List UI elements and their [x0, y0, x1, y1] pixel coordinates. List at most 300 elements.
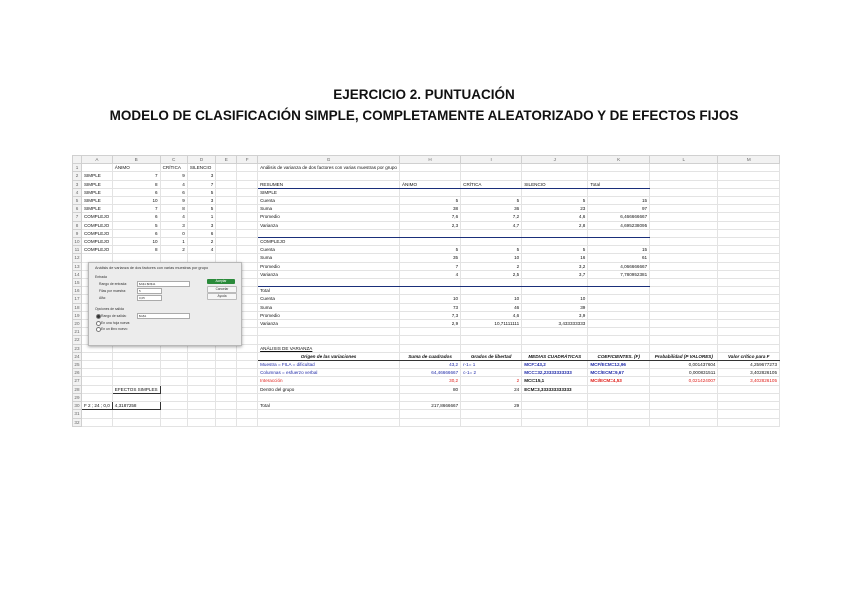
cell[interactable] [237, 197, 258, 205]
cell[interactable] [588, 402, 650, 410]
cell[interactable]: 7 [187, 180, 216, 188]
row-header[interactable]: 26 [74, 370, 80, 376]
cell[interactable] [237, 238, 258, 246]
cell[interactable]: 3,433333333 [522, 320, 588, 328]
cell[interactable] [399, 393, 460, 401]
row-header[interactable]: 10 [74, 239, 80, 245]
cell[interactable] [650, 410, 718, 418]
cell[interactable]: Análisis de varianza de dos factores con varias muestras por grupo [258, 164, 400, 172]
cell[interactable] [650, 164, 718, 172]
cell[interactable] [718, 172, 780, 180]
cell[interactable] [237, 188, 258, 196]
row-header[interactable]: 22 [74, 337, 80, 343]
cell[interactable]: 35 [399, 254, 460, 262]
cell[interactable] [237, 402, 258, 410]
cell[interactable] [187, 418, 216, 426]
cell[interactable]: r-1= 1 [461, 361, 522, 369]
cell[interactable] [522, 279, 588, 287]
cell[interactable]: EFECTOS SIMPLES [112, 385, 160, 393]
cell[interactable] [216, 385, 237, 393]
row-header[interactable]: 4 [73, 188, 82, 196]
column-header[interactable]: F [237, 156, 258, 164]
cell[interactable]: MCF/ECM=12,96 [588, 361, 650, 369]
cell[interactable] [216, 393, 237, 401]
cell[interactable] [650, 344, 718, 352]
cell[interactable] [718, 287, 780, 295]
cell[interactable] [112, 393, 160, 401]
cell[interactable] [588, 320, 650, 328]
cell[interactable]: Suma [258, 303, 400, 311]
cell[interactable] [216, 213, 237, 221]
cell[interactable] [216, 172, 237, 180]
cell[interactable]: Suma de cuadrados [399, 352, 460, 360]
cell[interactable] [81, 164, 112, 172]
cell[interactable] [522, 328, 588, 336]
cell[interactable] [650, 320, 718, 328]
cell[interactable] [650, 262, 718, 270]
cell[interactable] [237, 164, 258, 172]
cell[interactable]: 4 [160, 213, 187, 221]
cell[interactable] [522, 344, 588, 352]
cell[interactable] [258, 393, 400, 401]
cell[interactable]: 10 [461, 254, 522, 262]
cell[interactable]: 2 [187, 238, 216, 246]
cell[interactable] [112, 254, 160, 262]
cell[interactable]: SIMPLE [258, 188, 400, 196]
cell[interactable] [216, 180, 237, 188]
cell[interactable] [187, 377, 216, 385]
cell[interactable]: Suma [258, 254, 400, 262]
cancel-button[interactable]: Cancelar [207, 286, 237, 293]
cell[interactable] [522, 418, 588, 426]
cell[interactable] [216, 254, 237, 262]
cell[interactable] [588, 164, 650, 172]
cell[interactable] [718, 254, 780, 262]
cell[interactable] [650, 180, 718, 188]
cell[interactable]: MEDIAS CUADRÁTICAS [522, 352, 588, 360]
cell[interactable] [718, 270, 780, 278]
cell[interactable]: 4,6 [522, 213, 588, 221]
cell[interactable]: 24 [461, 385, 522, 393]
cell[interactable] [650, 213, 718, 221]
cell[interactable]: 3,9 [522, 311, 588, 319]
cell[interactable]: 6 [112, 188, 160, 196]
cell[interactable] [160, 402, 187, 410]
cell[interactable] [112, 410, 160, 418]
cell[interactable]: ÁNIMO [112, 164, 160, 172]
cell[interactable]: COMPLEJO [81, 221, 112, 229]
cell[interactable]: COMPLEJO [81, 246, 112, 254]
cell[interactable]: 8 [112, 180, 160, 188]
cell[interactable] [718, 336, 780, 344]
cell[interactable] [650, 418, 718, 426]
cell[interactable] [461, 287, 522, 295]
cell[interactable]: 0,000831511 [650, 369, 718, 377]
cell[interactable] [522, 410, 588, 418]
cell[interactable]: 5 [399, 197, 460, 205]
cell[interactable]: SILENCIO [522, 180, 588, 188]
cell[interactable] [187, 385, 216, 393]
cell[interactable]: 6 [112, 213, 160, 221]
cell[interactable] [588, 229, 650, 237]
cell[interactable] [216, 418, 237, 426]
row-header[interactable]: 17 [74, 296, 80, 302]
cell[interactable] [399, 229, 460, 237]
cell[interactable]: 5 [187, 188, 216, 196]
cell[interactable] [461, 164, 522, 172]
cell[interactable] [588, 410, 650, 418]
row-header[interactable]: 24 [74, 353, 80, 359]
cell[interactable]: 39 [522, 303, 588, 311]
cell[interactable] [650, 205, 718, 213]
cell[interactable] [650, 328, 718, 336]
cell[interactable]: 7,6 [399, 213, 460, 221]
cell[interactable] [237, 213, 258, 221]
cell[interactable]: 4,6 [461, 311, 522, 319]
cell[interactable]: SIMPLE [81, 197, 112, 205]
cell[interactable]: 3 [160, 221, 187, 229]
row-header[interactable]: 18 [74, 304, 80, 310]
cell[interactable] [718, 197, 780, 205]
row-header[interactable]: 32 [74, 419, 80, 425]
cell[interactable]: Promedio [258, 213, 400, 221]
cell[interactable] [237, 393, 258, 401]
cell[interactable]: 0,001437604 [650, 361, 718, 369]
cell[interactable] [588, 311, 650, 319]
cell[interactable] [399, 287, 460, 295]
cell[interactable] [650, 270, 718, 278]
cell[interactable] [650, 393, 718, 401]
cell[interactable] [650, 336, 718, 344]
cell[interactable] [237, 377, 258, 385]
cell[interactable]: Dentro del grupo [258, 385, 400, 393]
cell[interactable] [399, 164, 460, 172]
cell[interactable]: SIMPLE [81, 172, 112, 180]
cell[interactable]: Total [258, 402, 400, 410]
cell[interactable] [461, 336, 522, 344]
cell[interactable]: 2,3 [399, 221, 460, 229]
cell[interactable] [461, 188, 522, 196]
cell[interactable] [718, 295, 780, 303]
cell[interactable]: 64,46666667 [399, 369, 460, 377]
cell[interactable]: Total [258, 287, 400, 295]
cell[interactable] [216, 369, 237, 377]
cell[interactable] [237, 410, 258, 418]
cell[interactable] [258, 336, 400, 344]
cell[interactable]: 10 [461, 295, 522, 303]
row-header[interactable]: 6 [73, 205, 82, 213]
row-header[interactable]: 15 [74, 280, 80, 286]
cell[interactable]: MCC=32,23333333333 [522, 369, 588, 377]
cell[interactable] [112, 418, 160, 426]
cell[interactable] [718, 164, 780, 172]
cell[interactable] [216, 164, 237, 172]
cell[interactable]: Cuenta [258, 295, 400, 303]
cell[interactable] [258, 279, 400, 287]
cell[interactable] [718, 410, 780, 418]
row-header[interactable]: 5 [73, 197, 82, 205]
cell[interactable] [718, 328, 780, 336]
cell[interactable] [160, 393, 187, 401]
cell[interactable] [588, 295, 650, 303]
cell[interactable] [81, 369, 112, 377]
cell[interactable] [718, 238, 780, 246]
cell[interactable] [187, 410, 216, 418]
cell[interactable]: 10 [112, 238, 160, 246]
cell[interactable] [718, 213, 780, 221]
cell[interactable] [650, 287, 718, 295]
row-header[interactable]: 21 [74, 329, 80, 335]
cell[interactable]: 4,066666667 [588, 262, 650, 270]
cell[interactable]: 15 [588, 197, 650, 205]
row-header[interactable]: 2 [73, 172, 82, 180]
cell[interactable]: 2 [461, 377, 522, 385]
column-header[interactable]: G [258, 156, 400, 164]
cell[interactable]: Valor crítico para F [718, 352, 780, 360]
cell[interactable] [718, 303, 780, 311]
cell[interactable] [588, 393, 650, 401]
cell[interactable] [160, 352, 187, 360]
cell[interactable] [237, 229, 258, 237]
cell[interactable] [187, 361, 216, 369]
cell[interactable]: 2,9 [399, 320, 460, 328]
cell[interactable]: 5 [461, 197, 522, 205]
cell[interactable] [216, 410, 237, 418]
column-header[interactable]: H [399, 156, 460, 164]
cell[interactable] [216, 246, 237, 254]
cell[interactable] [718, 205, 780, 213]
cell[interactable]: 73 [399, 303, 460, 311]
cell[interactable] [522, 287, 588, 295]
cell[interactable] [718, 393, 780, 401]
cell[interactable]: 43,2 [399, 361, 460, 369]
cell[interactable] [650, 188, 718, 196]
cell[interactable] [718, 262, 780, 270]
cell[interactable]: 6 [112, 229, 160, 237]
cell[interactable] [81, 377, 112, 385]
cell[interactable]: 97 [588, 205, 650, 213]
cell[interactable] [461, 418, 522, 426]
cell[interactable] [160, 410, 187, 418]
row-header[interactable]: 1 [73, 164, 82, 172]
cell[interactable] [522, 172, 588, 180]
cell[interactable]: 217,8666667 [399, 402, 460, 410]
cell[interactable] [588, 188, 650, 196]
cell[interactable]: Grados de libertad [461, 352, 522, 360]
column-header[interactable]: K [588, 156, 650, 164]
cell[interactable] [160, 377, 187, 385]
cell[interactable]: 7,2 [461, 213, 522, 221]
cell[interactable]: Suma [258, 205, 400, 213]
cell[interactable] [650, 254, 718, 262]
cell[interactable] [237, 385, 258, 393]
cell[interactable] [650, 172, 718, 180]
cell[interactable]: CRÍTICA [160, 164, 187, 172]
cell[interactable] [237, 172, 258, 180]
cell[interactable]: 10,71111111 [461, 320, 522, 328]
row-header[interactable]: 8 [73, 221, 82, 229]
column-header[interactable]: E [216, 156, 237, 164]
cell[interactable] [522, 402, 588, 410]
cell[interactable]: 7,780952381 [588, 270, 650, 278]
cell[interactable] [399, 238, 460, 246]
row-header[interactable]: 27 [74, 378, 80, 384]
cell[interactable] [216, 377, 237, 385]
cell[interactable] [522, 393, 588, 401]
cell[interactable]: 61 [588, 254, 650, 262]
cell[interactable] [187, 254, 216, 262]
cell[interactable]: 9 [160, 197, 187, 205]
cell[interactable] [81, 361, 112, 369]
cell[interactable] [216, 361, 237, 369]
cell[interactable]: COMPLEJO [81, 229, 112, 237]
cell[interactable] [718, 180, 780, 188]
cell[interactable]: 5 [187, 205, 216, 213]
row-header[interactable]: 30 [74, 403, 80, 409]
cell[interactable] [650, 246, 718, 254]
cell[interactable]: Cuenta [258, 197, 400, 205]
cell[interactable]: 4,7 [461, 221, 522, 229]
cell[interactable] [112, 369, 160, 377]
cell[interactable] [461, 328, 522, 336]
cell[interactable] [718, 279, 780, 287]
cell[interactable]: 4,259677273 [718, 361, 780, 369]
cell[interactable]: 2 [461, 262, 522, 270]
column-header[interactable]: L [650, 156, 718, 164]
cell[interactable]: c-1= 2 [461, 369, 522, 377]
cell[interactable]: Varianza [258, 270, 400, 278]
cell[interactable] [461, 410, 522, 418]
cell[interactable]: 3 [187, 221, 216, 229]
cell[interactable] [588, 344, 650, 352]
cell[interactable] [650, 402, 718, 410]
row-header[interactable]: 28 [74, 386, 80, 392]
cell[interactable] [216, 238, 237, 246]
cell[interactable] [588, 385, 650, 393]
cell[interactable] [112, 361, 160, 369]
cell[interactable]: 3 [187, 197, 216, 205]
cell[interactable]: 2,8 [522, 221, 588, 229]
cell[interactable]: RESUMEN [258, 180, 400, 188]
cell[interactable]: 0,021424007 [650, 377, 718, 385]
cell[interactable]: 15 [588, 246, 650, 254]
cell[interactable] [718, 311, 780, 319]
cell[interactable] [650, 197, 718, 205]
cell[interactable] [216, 229, 237, 237]
cell[interactable]: 7 [112, 172, 160, 180]
cell[interactable] [650, 238, 718, 246]
cell[interactable]: 8 [160, 205, 187, 213]
row-header[interactable]: 13 [74, 263, 80, 269]
cell[interactable]: Total [588, 180, 650, 188]
cell[interactable] [522, 336, 588, 344]
output-range-field[interactable]: $G$1 [137, 313, 190, 319]
cell[interactable] [237, 352, 258, 360]
cell[interactable] [399, 279, 460, 287]
cell[interactable] [160, 385, 187, 393]
cell[interactable]: COEFICIENTES. (F) [588, 352, 650, 360]
row-header[interactable]: 23 [74, 345, 80, 351]
cell[interactable] [258, 172, 400, 180]
alpha-field[interactable]: 0,05 [137, 295, 162, 301]
cell[interactable]: COMPLEJO [81, 213, 112, 221]
cell[interactable] [718, 402, 780, 410]
cell[interactable] [81, 254, 112, 262]
cell[interactable] [650, 311, 718, 319]
cell[interactable] [399, 344, 460, 352]
cell[interactable]: 4 [399, 270, 460, 278]
cell[interactable]: 5 [522, 246, 588, 254]
cell[interactable]: 6 [160, 188, 187, 196]
cell[interactable] [588, 418, 650, 426]
column-header[interactable]: C [160, 156, 187, 164]
cell[interactable] [258, 410, 400, 418]
cell[interactable]: SILENCIO [187, 164, 216, 172]
cell[interactable]: 3,2 [522, 262, 588, 270]
cell[interactable]: 38 [399, 205, 460, 213]
cell[interactable] [237, 246, 258, 254]
cell[interactable] [187, 402, 216, 410]
cell[interactable] [81, 393, 112, 401]
cell[interactable] [718, 320, 780, 328]
cell[interactable]: 3,7 [522, 270, 588, 278]
cell[interactable]: Probabilidad (P VALORES) [650, 352, 718, 360]
cell[interactable] [237, 180, 258, 188]
column-header[interactable]: B [112, 156, 160, 164]
cell[interactable]: 4 [187, 246, 216, 254]
cell[interactable] [718, 221, 780, 229]
cell[interactable]: 30,2 [399, 377, 460, 385]
input-range-field[interactable]: $A$1:$D$11 [137, 281, 190, 287]
cell[interactable] [650, 295, 718, 303]
cell[interactable] [112, 352, 160, 360]
cell[interactable] [81, 410, 112, 418]
cell[interactable] [461, 279, 522, 287]
cell[interactable] [522, 164, 588, 172]
cell[interactable] [258, 229, 400, 237]
cell[interactable] [588, 279, 650, 287]
cell[interactable]: 23 [522, 205, 588, 213]
cell[interactable] [160, 361, 187, 369]
cell[interactable] [399, 410, 460, 418]
cell[interactable] [160, 418, 187, 426]
column-header[interactable]: A [81, 156, 112, 164]
cell[interactable] [216, 205, 237, 213]
cell[interactable]: F 2 ; 24 ; 0,0 [81, 402, 112, 410]
cell[interactable]: COMPLEJO [258, 238, 400, 246]
cell[interactable]: Interacción [258, 377, 400, 385]
ok-button[interactable]: Aceptar [207, 279, 235, 284]
cell[interactable] [112, 377, 160, 385]
cell[interactable]: 4 [160, 180, 187, 188]
cell[interactable] [187, 369, 216, 377]
cell[interactable]: ANÁLISIS DE VARIANZA [258, 344, 400, 352]
cell[interactable] [81, 418, 112, 426]
cell[interactable]: 2 [160, 246, 187, 254]
column-header[interactable]: M [718, 156, 780, 164]
cell[interactable]: 10 [522, 295, 588, 303]
cell[interactable] [461, 344, 522, 352]
cell[interactable]: Promedio [258, 311, 400, 319]
cell[interactable] [588, 336, 650, 344]
cell[interactable]: 46 [461, 303, 522, 311]
cell[interactable] [160, 254, 187, 262]
cell[interactable]: SIMPLE [81, 205, 112, 213]
cell[interactable]: Promedio [258, 262, 400, 270]
cell[interactable]: 10 [112, 197, 160, 205]
cell[interactable]: 10 [399, 295, 460, 303]
cell[interactable] [718, 344, 780, 352]
